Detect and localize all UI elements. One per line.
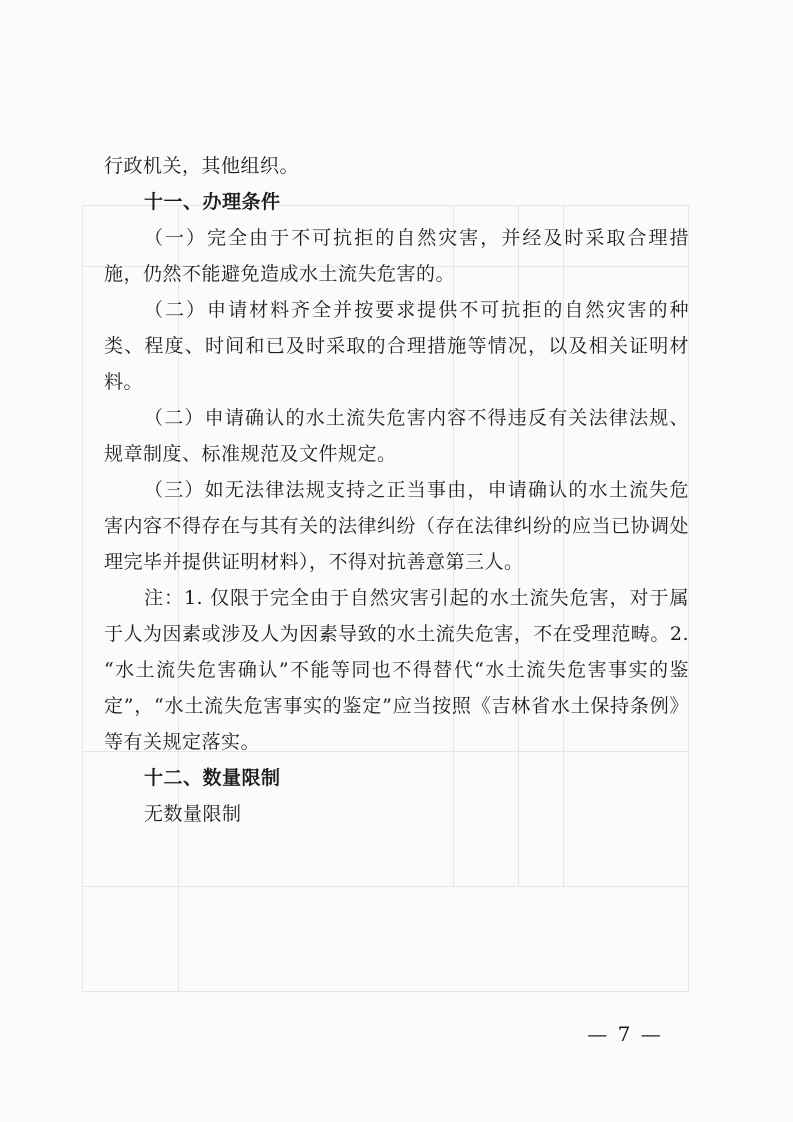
intro-line: 行政机关，其他组织。 [104, 155, 300, 177]
condition-1: （一）完全由于不可抗拒的自然灾害，并经及时采取合理措施，仍然不能避免造成水土流失危害的。 [104, 227, 689, 285]
condition-3: （二）申请确认的水土流失危害内容不得违反有关法律法规、规章制度、标准规范及文件规定。 [104, 407, 689, 465]
page-number: — 7 — [587, 1022, 663, 1046]
section-12-heading: 十二、数量限制 [144, 767, 281, 789]
section-11-heading: 十一、办理条件 [144, 191, 281, 213]
condition-note: 注：1. 仅限于完全由于自然灾害引起的水土流失危害，对于属于人为因素或涉及人为因素导致的水土流失危害，不在受理范畴。2. “水土流失危害确认”不能等同也不得替代“水土流失危害事实的鉴定”，“水土流失危害事实的鉴定”应当按照《吉林省水土保持条例》等有关规定落实。 [104, 587, 689, 753]
condition-2: （二）申请材料齐全并按要求提供不可抗拒的自然灾害的种类、程度、时间和已及时采取的合理措施等情况，以及相关证明材料。 [104, 299, 689, 393]
document-body [104, 148, 689, 832]
section-12-body: 无数量限制 [144, 803, 242, 825]
condition-4: （三）如无法律法规支持之正当事由，申请确认的水土流失危害内容不得存在与其有关的法律纠纷（存在法律纠纷的应当已协调处理完毕并提供证明材料），不得对抗善意第三人。 [104, 479, 690, 573]
